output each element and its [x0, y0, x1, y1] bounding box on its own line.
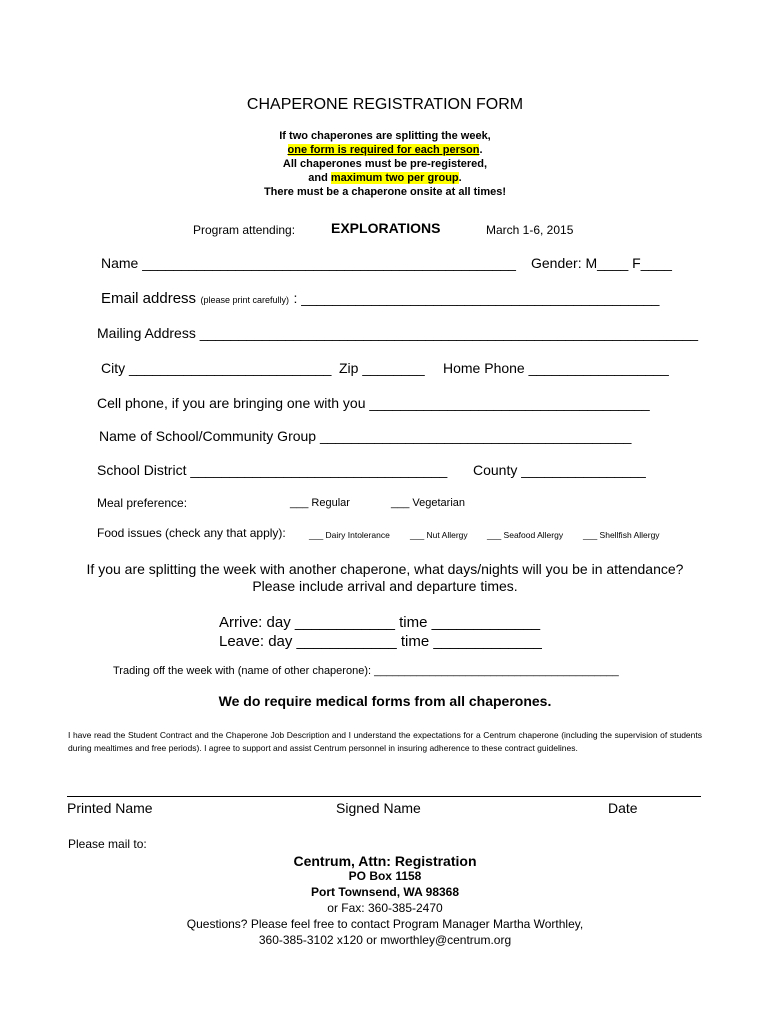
note-line-2-end: .: [479, 144, 483, 156]
note-line-5: There must be a chaperone onsite at all times!: [263, 186, 507, 198]
mail-po-box: PO Box 1158: [348, 869, 422, 883]
food-seafood-option[interactable]: ___ Seafood Allergy: [487, 530, 564, 540]
note-line-3: All chaperones must be pre-registered,: [282, 158, 488, 170]
county-field[interactable]: County ________________: [473, 462, 646, 478]
meal-label: Meal preference:: [97, 496, 188, 510]
highlight-max-two: maximum two per group: [330, 172, 459, 184]
note-line-4-end: .: [458, 172, 462, 184]
name-field[interactable]: Name ________________________________________________: [101, 255, 516, 271]
program-value: EXPLORATIONS: [331, 220, 441, 236]
medical-forms-notice: We do require medical forms from all chaperones.: [218, 693, 552, 709]
questions-line: Questions? Please feel free to contact Program Manager Martha Worthley,: [186, 917, 584, 931]
food-shellfish-option[interactable]: ___ Shellfish Allergy: [583, 530, 660, 540]
food-nut-option[interactable]: ___ Nut Allergy: [410, 530, 468, 540]
mail-org: Centrum, Attn: Registration: [293, 853, 477, 869]
mail-city: Port Townsend, WA 98368: [310, 885, 460, 899]
mailing-address-field[interactable]: Mailing Address ________________________________________________________________: [97, 325, 699, 341]
food-dairy-option[interactable]: ___ Dairy Intolerance: [309, 530, 390, 540]
splitting-instruction: Please include arrival and departure times.: [252, 578, 518, 594]
signature-line[interactable]: [67, 796, 701, 797]
email-field[interactable]: : ______________________________________________: [293, 290, 660, 306]
city-field[interactable]: City __________________________: [101, 360, 332, 376]
form-title: CHAPERONE REGISTRATION FORM: [246, 96, 524, 113]
printed-name-label: Printed Name: [67, 800, 153, 816]
note-line-2: [0, 143, 770, 157]
gender-field[interactable]: Gender: M____ F____: [531, 255, 672, 271]
leave-field[interactable]: Leave: day ____________ time _____________: [219, 633, 542, 650]
signed-name-label: Signed Name: [336, 800, 421, 816]
cell-phone-field[interactable]: Cell phone, if you are bringing one with you ____________________________________: [97, 395, 650, 411]
contact-line: 360-385-3102 x120 or mworthley@centrum.org: [258, 933, 512, 947]
food-issues-label: Food issues (check any that apply):: [97, 526, 286, 540]
home-phone-field[interactable]: Home Phone __________________: [443, 360, 669, 376]
trading-field[interactable]: Trading off the week with (name of other chaperone): ________________________________________: [113, 665, 619, 677]
meal-vegetarian-option[interactable]: ___ Vegetarian: [391, 497, 466, 509]
email-label: Email address: [101, 290, 197, 307]
date-label: Date: [608, 800, 638, 816]
agreement-text: I have read the Student Contract and the Chaperone Job Description and I understand the expectations for a Centrum chaperone (including the supervision of students during mealtimes and free periods). I agree to support and assist Centrum personnel in insuring adherence to these contract guidelines.: [68, 730, 702, 753]
arrive-field[interactable]: Arrive: day ____________ time _____________: [219, 614, 541, 631]
program-dates: March 1-6, 2015: [486, 223, 574, 237]
highlight-one-form: one form is required for each person: [287, 144, 480, 156]
school-group-field[interactable]: Name of School/Community Group ________________________________________: [99, 428, 632, 444]
splitting-question: If you are splitting the week with another chaperone, what days/nights will you be in attendance?: [86, 561, 684, 577]
note-line-4-start: and: [308, 172, 331, 184]
email-row: [101, 290, 659, 308]
note-line-4: [0, 171, 770, 185]
note-line-1: If two chaperones are splitting the week,: [279, 130, 491, 142]
zip-field[interactable]: Zip ________: [339, 360, 425, 376]
mail-fax: or Fax: 360-385-2470: [327, 901, 443, 915]
mail-to-label: Please mail to:: [68, 837, 147, 851]
email-hint: (please print carefully): [200, 295, 290, 305]
school-district-field[interactable]: School District _________________________________: [97, 462, 448, 478]
program-label: Program attending:: [193, 223, 296, 237]
meal-regular-option[interactable]: ___ Regular: [290, 497, 350, 509]
